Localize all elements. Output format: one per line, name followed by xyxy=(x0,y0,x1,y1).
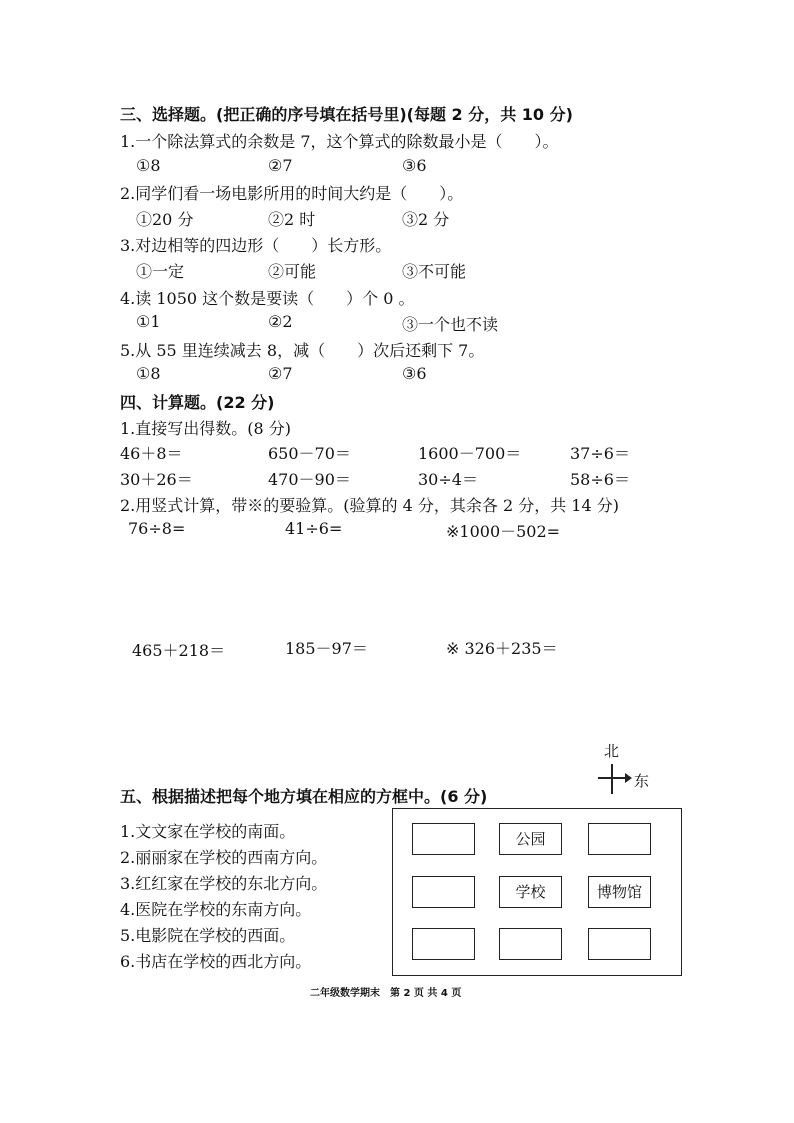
q3-option-1: ①一定 xyxy=(136,262,185,281)
vertical-calc-1: 76÷8= xyxy=(128,519,186,538)
vertical-calc-2: 41÷6= xyxy=(285,519,343,538)
description-6: 6.书店在学校的西北方向。 xyxy=(120,952,312,971)
q5-option-3: ③6 xyxy=(402,364,427,383)
calc-1-1: 46＋8＝ xyxy=(120,444,183,463)
grid-box-north: 公园 xyxy=(499,823,562,855)
grid-box-southwest[interactable] xyxy=(412,928,475,960)
calc-2-4: 58÷6＝ xyxy=(570,470,630,489)
q4-option-3: ③一个也不读 xyxy=(402,315,499,334)
q1-option-3: ③6 xyxy=(402,156,427,175)
q5-option-1: ①8 xyxy=(136,364,161,383)
compass-east-label: 东 xyxy=(634,772,650,790)
calc-2-2: 470－90＝ xyxy=(268,470,351,489)
compass-north-line xyxy=(611,764,613,794)
description-3: 3.红红家在学校的东北方向。 xyxy=(120,874,328,893)
calc-1-4: 37÷6＝ xyxy=(570,444,630,463)
grid-box-south[interactable] xyxy=(499,928,562,960)
grid-box-southeast[interactable] xyxy=(588,928,651,960)
grid-box-school: 学校 xyxy=(499,876,562,908)
calc-2-3: 30÷4＝ xyxy=(418,470,478,489)
vertical-calc-5: 185－97＝ xyxy=(285,639,368,658)
grid-box-northeast[interactable] xyxy=(588,823,651,855)
description-5: 5.电影院在学校的西面。 xyxy=(120,926,296,945)
q1-option-1: ①8 xyxy=(136,156,161,175)
location-grid xyxy=(392,808,682,976)
description-2: 2.丽丽家在学校的西南方向。 xyxy=(120,848,328,867)
q5-option-2: ②7 xyxy=(268,364,293,383)
q2-option-1: ①20 分 xyxy=(136,210,194,229)
q4-option-1: ①1 xyxy=(136,312,161,331)
vertical-calc-4: 465＋218＝ xyxy=(132,641,226,660)
question-5: 5.从 55 里连续减去 8，减（ ）次后还剩下 7。 xyxy=(120,341,485,360)
question-3: 3.对边相等的四边形（ ）长方形。 xyxy=(120,236,392,255)
q2-option-2: ②2 时 xyxy=(268,210,316,229)
q3-option-3: ③不可能 xyxy=(402,262,467,281)
vertical-calc-3: ※1000－502= xyxy=(446,522,561,541)
q2-option-3: ③2 分 xyxy=(402,210,450,229)
compass-arrow-icon xyxy=(625,773,632,783)
calc-1-3: 1600－700＝ xyxy=(418,444,522,463)
question-2: 2.同学们看一场电影所用的时间大约是（ ）。 xyxy=(120,184,464,203)
q4-option-2: ②2 xyxy=(268,312,293,331)
q1-option-2: ②7 xyxy=(268,156,293,175)
grid-box-west[interactable] xyxy=(412,876,475,908)
compass-east-line xyxy=(598,777,626,779)
section-5-title: 五、根据描述把每个地方填在相应的方框中。(6 分) xyxy=(120,787,488,806)
question-1: 1.一个除法算式的余数是 7，这个算式的除数最小是（ ）。 xyxy=(120,132,559,151)
section-3-title: 三、选择题。(把正确的序号填在括号里)(每题 2 分，共 10 分) xyxy=(120,105,573,124)
calc-2-1: 30＋26＝ xyxy=(120,470,193,489)
description-4: 4.医院在学校的东南方向。 xyxy=(120,900,312,919)
q3-option-2: ②可能 xyxy=(268,262,317,281)
page-footer: 二年级数学期末 第 2 页 共 4 页 xyxy=(310,988,462,999)
vertical-calc-6: ※ 326＋235＝ xyxy=(446,639,558,658)
description-1: 1.文文家在学校的南面。 xyxy=(120,822,296,841)
calc-1-2: 650－70＝ xyxy=(268,444,351,463)
compass-north-label: 北 xyxy=(604,742,620,760)
section-4-title: 四、计算题。(22 分) xyxy=(120,393,275,412)
sub-question-1: 1.直接写出得数。(8 分) xyxy=(120,419,292,438)
sub-question-2: 2.用竖式计算，带※的要验算。(验算的 4 分，其余各 2 分，共 14 分) xyxy=(120,496,619,515)
grid-box-northwest[interactable] xyxy=(412,823,475,855)
grid-box-east: 博物馆 xyxy=(588,876,651,908)
question-4: 4.读 1050 这个数是要读（ ）个 0 。 xyxy=(120,289,415,308)
